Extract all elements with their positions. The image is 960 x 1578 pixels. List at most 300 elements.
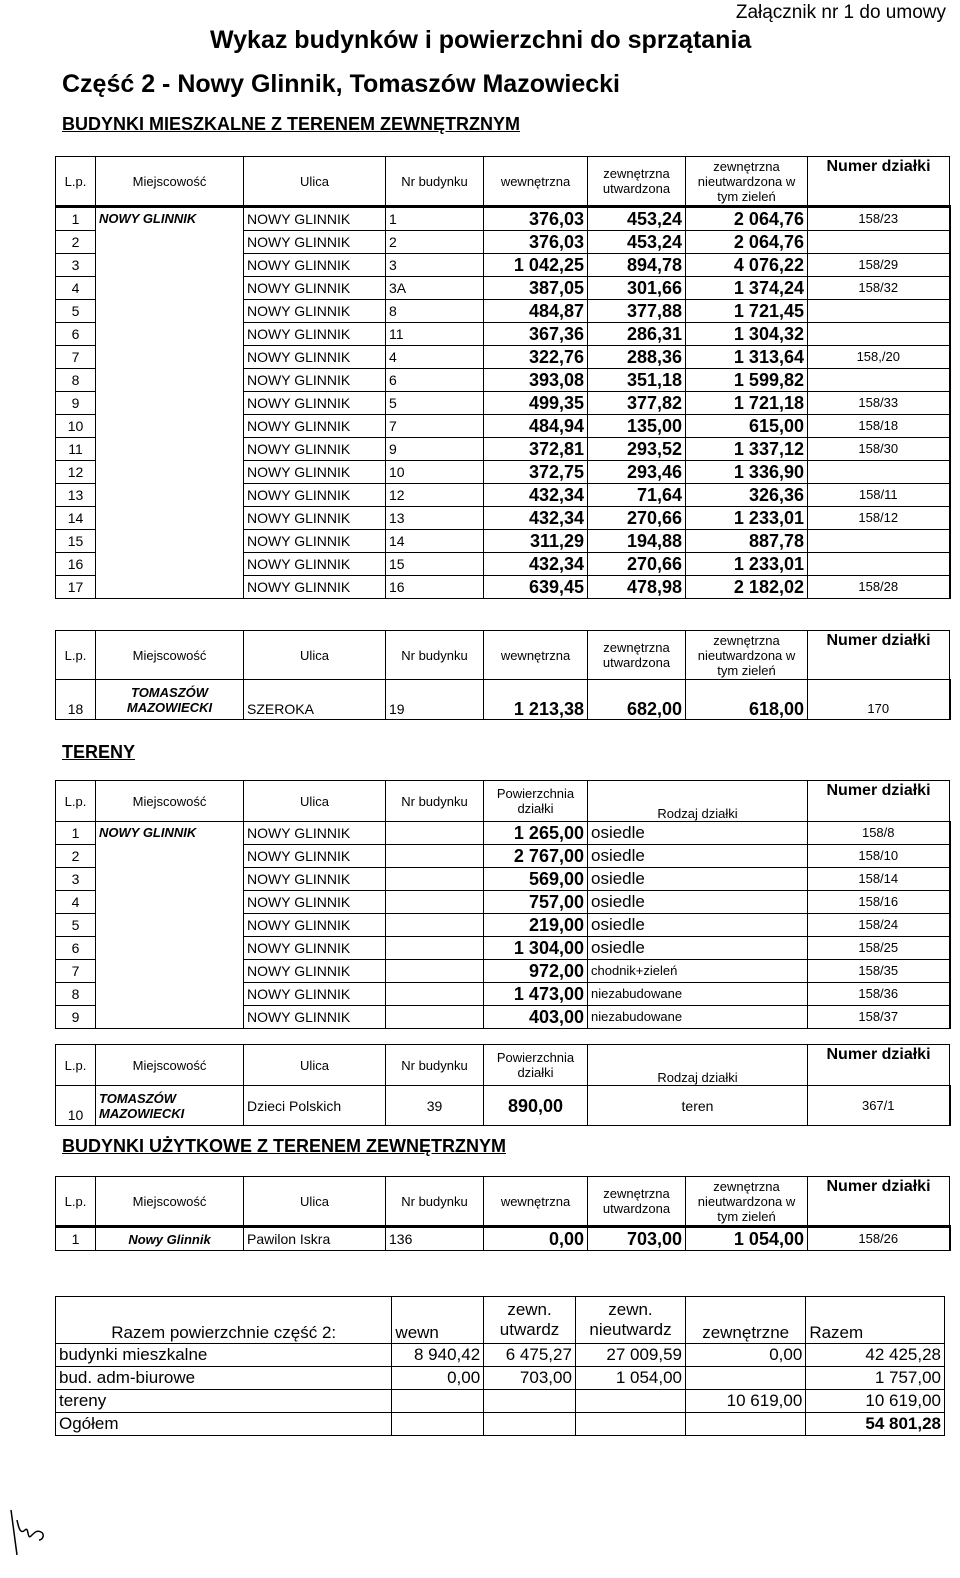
summary-header-zew: zewnętrzne (686, 1297, 806, 1344)
cell-nr (386, 868, 484, 891)
cell-miejscowosc (96, 507, 244, 530)
header-miejscowosc: Miejscowość (96, 1045, 244, 1086)
header-zewn-utwardzona: zewnętrzna utwardzona (588, 157, 686, 207)
cell-zewn-nieutw: 1 233,01 (686, 553, 808, 576)
summary-header-razem: Razem (806, 1297, 945, 1344)
cell-ulica: NOWY GLINNIK (244, 1006, 386, 1029)
cell-dzialka: 158/29 (808, 254, 950, 277)
cell-wewnetrzna: 372,75 (484, 461, 588, 484)
summary-label: budynki mieszkalne (56, 1344, 392, 1367)
cell-dzialka: 158/11 (808, 484, 950, 507)
cell-dzialka (808, 553, 950, 576)
header-zewn-utwardzona: zewnętrzna utwardzona (588, 1177, 686, 1227)
commercial-table (55, 1176, 951, 1251)
cell-nr: 8 (386, 300, 484, 323)
cell-pow-dzialki: 1 473,00 (484, 983, 588, 1006)
cell-miejscowosc (96, 1086, 244, 1126)
cell-zewn-nieutw: 1 374,24 (686, 277, 808, 300)
cell-lp: 8 (56, 369, 96, 392)
cell-miejscowosc (96, 392, 244, 415)
summary-header-zn: zewn. nieutwardz (575, 1297, 685, 1344)
cell-ulica: NOWY GLINNIK (244, 530, 386, 553)
header-nr-budynku: Nr budynku (386, 1177, 484, 1227)
table-row (56, 415, 950, 438)
cell-nr (386, 891, 484, 914)
table-row (56, 914, 950, 937)
cell-zewn-utw: 293,46 (588, 461, 686, 484)
summary-row (56, 1344, 945, 1367)
summary-row (56, 1413, 945, 1436)
cell-lp: 3 (56, 868, 96, 891)
cell-nr (386, 983, 484, 1006)
cell-ulica: NOWY GLINNIK (244, 845, 386, 868)
header-ulica: Ulica (244, 157, 386, 207)
cell-nr: 3 (386, 254, 484, 277)
cell-miejscowosc (96, 1006, 244, 1029)
cell-dzialka: 158/30 (808, 438, 950, 461)
cell-lp: 10 (56, 415, 96, 438)
cell-ulica: NOWY GLINNIK (244, 461, 386, 484)
cell-lp: 10 (56, 1086, 96, 1126)
cell-ulica: NOWY GLINNIK (244, 415, 386, 438)
land-table (55, 780, 951, 1029)
table-row (56, 369, 950, 392)
summary-razem: 54 801,28 (806, 1413, 945, 1436)
header-nr-budynku: Nr budynku (386, 781, 484, 822)
cell-ulica: Pawilon Iskra (244, 1227, 386, 1251)
header-zewn-nieutwardzona: zewnętrzna nieutwardzona w tym zieleń (686, 157, 808, 207)
table-row (56, 346, 950, 369)
header-numer-dzialki: Numer działki (808, 157, 950, 207)
cell-nr (386, 914, 484, 937)
location-line-2: MAZOWIECKI (126, 699, 213, 715)
cell-lp: 3 (56, 254, 96, 277)
cell-ulica: NOWY GLINNIK (244, 868, 386, 891)
summary-table (55, 1296, 945, 1436)
header-lp: L.p. (56, 631, 96, 680)
cell-nr: 14 (386, 530, 484, 553)
cell-miejscowosc (96, 438, 244, 461)
cell-zewn-nieutw: 4 076,22 (686, 254, 808, 277)
residential-table-tomaszow (55, 630, 951, 720)
cell-wewnetrzna: 639,45 (484, 576, 588, 599)
cell-dzialka: 170 (808, 680, 950, 720)
cell-ulica: NOWY GLINNIK (244, 323, 386, 346)
cell-zewn-nieutw: 615,00 (686, 415, 808, 438)
cell-pow-dzialki: 757,00 (484, 891, 588, 914)
cell-zewn-utw: 288,36 (588, 346, 686, 369)
cell-dzialka: 158/18 (808, 415, 950, 438)
cell-dzialka: 158/26 (808, 1227, 950, 1251)
cell-zewn-nieutw: 2 064,76 (686, 207, 808, 231)
cell-wewnetrzna: 1 213,38 (484, 680, 588, 720)
cell-lp: 5 (56, 914, 96, 937)
cell-wewnetrzna: 432,34 (484, 484, 588, 507)
cell-zewn-utw: 377,82 (588, 392, 686, 415)
cell-dzialka: 158/25 (808, 937, 950, 960)
header-pow-dzialki: Powierzchnia działki (484, 1045, 588, 1086)
cell-lp: 4 (56, 277, 96, 300)
cell-ulica: NOWY GLINNIK (244, 576, 386, 599)
cell-nr: 3A (386, 277, 484, 300)
cell-zewn-nieutw: 1 336,90 (686, 461, 808, 484)
table-row (56, 530, 950, 553)
page-title: Wykaz budynków i powierzchni do sprzątania (210, 26, 752, 54)
cell-rodzaj: chodnik+zieleń (588, 960, 808, 983)
summary-zew: 10 619,00 (686, 1390, 806, 1413)
cell-miejscowosc (96, 553, 244, 576)
cell-wewnetrzna: 484,87 (484, 300, 588, 323)
cell-lp: 13 (56, 484, 96, 507)
cell-nr (386, 960, 484, 983)
cell-miejscowosc (96, 868, 244, 891)
cell-wewnetrzna: 432,34 (484, 553, 588, 576)
cell-wewnetrzna: 322,76 (484, 346, 588, 369)
summary-wewn: 8 940,42 (392, 1344, 484, 1367)
cell-zewn-utw: 135,00 (588, 415, 686, 438)
header-wewnetrzna: wewnętrzna (484, 1177, 588, 1227)
cell-miejscowosc: Nowy Glinnik (96, 1227, 244, 1251)
cell-ulica: Dzieci Polskich (244, 1086, 386, 1126)
cell-ulica: NOWY GLINNIK (244, 891, 386, 914)
cell-zewn-utw: 351,18 (588, 369, 686, 392)
section-residential: BUDYNKI MIESZKALNE Z TERENEM ZEWNĘTRZNYM (62, 114, 520, 134)
summary-zn: 1 054,00 (575, 1367, 685, 1390)
table-row (56, 960, 950, 983)
table-row (56, 484, 950, 507)
summary-zew: 0,00 (686, 1344, 806, 1367)
cell-zewn-utw: 194,88 (588, 530, 686, 553)
table-row (56, 438, 950, 461)
cell-zewn-nieutw: 2 064,76 (686, 231, 808, 254)
summary-zew (686, 1413, 806, 1436)
cell-wewnetrzna: 393,08 (484, 369, 588, 392)
summary-header-zu: zewn. utwardz (484, 1297, 576, 1344)
cell-miejscowosc (96, 914, 244, 937)
cell-ulica: NOWY GLINNIK (244, 484, 386, 507)
cell-lp: 11 (56, 438, 96, 461)
cell-rodzaj: osiedle (588, 914, 808, 937)
header-lp: L.p. (56, 781, 96, 822)
cell-pow-dzialki: 890,00 (484, 1086, 588, 1126)
summary-wewn (392, 1413, 484, 1436)
cell-miejscowosc (96, 300, 244, 323)
attachment-note: Załącznik nr 1 do umowy (735, 2, 946, 23)
cell-zewn-utw: 377,88 (588, 300, 686, 323)
cell-wewnetrzna: 0,00 (484, 1227, 588, 1251)
table-row (56, 576, 950, 599)
cell-lp: 17 (56, 576, 96, 599)
cell-zewn-utw: 894,78 (588, 254, 686, 277)
cell-wewnetrzna: 1 042,25 (484, 254, 588, 277)
section-commercial: BUDYNKI UŻYTKOWE Z TERENEM ZEWNĘTRZNYM (62, 1136, 506, 1156)
cell-zewn-nieutw: 887,78 (686, 530, 808, 553)
table-row (56, 300, 950, 323)
table-row (56, 845, 950, 868)
cell-dzialka (808, 300, 950, 323)
cell-nr: 10 (386, 461, 484, 484)
cell-wewnetrzna: 499,35 (484, 392, 588, 415)
cell-ulica: NOWY GLINNIK (244, 346, 386, 369)
cell-dzialka: 158,/20 (808, 346, 950, 369)
cell-pow-dzialki: 569,00 (484, 868, 588, 891)
cell-miejscowosc (96, 845, 244, 868)
header-rodzaj: Rodzaj działki (588, 781, 808, 822)
header-miejscowosc: Miejscowość (96, 157, 244, 207)
cell-zewn-nieutw: 1 721,45 (686, 300, 808, 323)
cell-pow-dzialki: 1 304,00 (484, 937, 588, 960)
cell-lp: 1 (56, 207, 96, 231)
location-line-1: TOMASZÓW (99, 1090, 177, 1106)
cell-wewnetrzna: 484,94 (484, 415, 588, 438)
land-table-tomaszow (55, 1044, 951, 1126)
cell-lp: 7 (56, 960, 96, 983)
cell-lp: 9 (56, 392, 96, 415)
header-lp: L.p. (56, 157, 96, 207)
cell-nr: 136 (386, 1227, 484, 1251)
cell-miejscowosc (96, 530, 244, 553)
cell-ulica: NOWY GLINNIK (244, 392, 386, 415)
table-row (56, 507, 950, 530)
table-row (56, 553, 950, 576)
cell-lp: 9 (56, 1006, 96, 1029)
table-row (56, 254, 950, 277)
cell-nr: 19 (386, 680, 484, 720)
summary-zu: 6 475,27 (484, 1344, 576, 1367)
cell-ulica: NOWY GLINNIK (244, 983, 386, 1006)
cell-nr: 5 (386, 392, 484, 415)
cell-zewn-utw: 478,98 (588, 576, 686, 599)
cell-nr: 4 (386, 346, 484, 369)
summary-zew (686, 1367, 806, 1390)
table-row (56, 868, 950, 891)
header-miejscowosc: Miejscowość (96, 1177, 244, 1227)
cell-nr (386, 845, 484, 868)
cell-ulica: SZEROKA (244, 680, 386, 720)
summary-wewn (392, 1390, 484, 1413)
summary-zu: 703,00 (484, 1367, 576, 1390)
summary-header-label: Razem powierzchnie część 2: (56, 1297, 392, 1344)
summary-wewn: 0,00 (392, 1367, 484, 1390)
cell-zewn-utw: 293,52 (588, 438, 686, 461)
header-ulica: Ulica (244, 1045, 386, 1086)
cell-ulica: NOWY GLINNIK (244, 507, 386, 530)
table-row (56, 231, 950, 254)
summary-zn (575, 1390, 685, 1413)
cell-dzialka: 158/24 (808, 914, 950, 937)
cell-zewn-utw: 286,31 (588, 323, 686, 346)
cell-miejscowosc (96, 484, 244, 507)
summary-row (56, 1367, 945, 1390)
cell-zewn-utw: 453,24 (588, 207, 686, 231)
cell-miejscowosc: NOWY GLINNIK (96, 207, 244, 231)
cell-wewnetrzna: 372,81 (484, 438, 588, 461)
header-miejscowosc: Miejscowość (96, 781, 244, 822)
header-numer-dzialki: Numer działki (808, 631, 950, 680)
summary-header-wewn: wewn (392, 1297, 484, 1344)
cell-nr: 16 (386, 576, 484, 599)
cell-dzialka: 158/37 (808, 1006, 950, 1029)
header-zewn-nieutwardzona: zewnętrzna nieutwardzona w tym zieleń (686, 631, 808, 680)
cell-lp: 2 (56, 231, 96, 254)
cell-rodzaj: niezabudowane (588, 1006, 808, 1029)
cell-dzialka: 158/32 (808, 277, 950, 300)
cell-nr (386, 822, 484, 845)
cell-miejscowosc (96, 277, 244, 300)
cell-dzialka: 158/8 (808, 822, 950, 845)
cell-wewnetrzna: 376,03 (484, 231, 588, 254)
location-line-1: TOMASZÓW (130, 684, 209, 700)
cell-nr: 13 (386, 507, 484, 530)
cell-ulica: NOWY GLINNIK (244, 231, 386, 254)
cell-lp: 2 (56, 845, 96, 868)
header-nr-budynku: Nr budynku (386, 631, 484, 680)
cell-dzialka: 367/1 (808, 1086, 950, 1126)
table-row (56, 983, 950, 1006)
table-row (56, 822, 950, 845)
cell-nr: 15 (386, 553, 484, 576)
cell-zewn-nieutw: 1 233,01 (686, 507, 808, 530)
cell-pow-dzialki: 2 767,00 (484, 845, 588, 868)
cell-miejscowosc (96, 960, 244, 983)
cell-lp: 7 (56, 346, 96, 369)
header-wewnetrzna: wewnętrzna (484, 631, 588, 680)
cell-lp: 6 (56, 323, 96, 346)
cell-dzialka (808, 323, 950, 346)
cell-dzialka: 158/10 (808, 845, 950, 868)
cell-dzialka: 158/14 (808, 868, 950, 891)
cell-nr: 1 (386, 207, 484, 231)
cell-lp: 6 (56, 937, 96, 960)
cell-ulica: NOWY GLINNIK (244, 254, 386, 277)
cell-miejscowosc (96, 891, 244, 914)
cell-wewnetrzna: 367,36 (484, 323, 588, 346)
header-lp: L.p. (56, 1177, 96, 1227)
cell-zewn-nieutw: 1 721,18 (686, 392, 808, 415)
cell-nr: 9 (386, 438, 484, 461)
cell-dzialka: 158/12 (808, 507, 950, 530)
summary-zu (484, 1413, 576, 1436)
cell-miejscowosc (96, 461, 244, 484)
cell-ulica: NOWY GLINNIK (244, 277, 386, 300)
summary-label: Ogółem (56, 1413, 392, 1436)
cell-rodzaj: osiedle (588, 868, 808, 891)
cell-nr: 7 (386, 415, 484, 438)
cell-miejscowosc (96, 254, 244, 277)
cell-lp: 1 (56, 822, 96, 845)
residential-table (55, 156, 951, 599)
signature-mark (5, 1500, 55, 1560)
cell-dzialka: 158/16 (808, 891, 950, 914)
cell-pow-dzialki: 219,00 (484, 914, 588, 937)
header-miejscowosc: Miejscowość (96, 631, 244, 680)
cell-lp: 15 (56, 530, 96, 553)
cell-zewn-nieutw: 618,00 (686, 680, 808, 720)
cell-ulica: NOWY GLINNIK (244, 937, 386, 960)
header-numer-dzialki: Numer działki (808, 1045, 950, 1086)
cell-wewnetrzna: 387,05 (484, 277, 588, 300)
cell-miejscowosc (96, 983, 244, 1006)
header-ulica: Ulica (244, 781, 386, 822)
cell-nr (386, 937, 484, 960)
table-row (56, 207, 950, 231)
cell-zewn-utw: 270,66 (588, 553, 686, 576)
cell-rodzaj: osiedle (588, 822, 808, 845)
cell-pow-dzialki: 403,00 (484, 1006, 588, 1029)
header-zewn-nieutwardzona: zewnętrzna nieutwardzona w tym zieleń (686, 1177, 808, 1227)
cell-miejscowosc (96, 346, 244, 369)
cell-wewnetrzna: 311,29 (484, 530, 588, 553)
header-nr-budynku: Nr budynku (386, 157, 484, 207)
cell-miejscowosc (96, 231, 244, 254)
cell-lp: 14 (56, 507, 96, 530)
cell-zewn-nieutw: 2 182,02 (686, 576, 808, 599)
cell-lp: 1 (56, 1227, 96, 1251)
summary-label: bud. adm-biurowe (56, 1367, 392, 1390)
cell-lp: 4 (56, 891, 96, 914)
header-numer-dzialki: Numer działki (808, 781, 950, 822)
cell-dzialka: 158/33 (808, 392, 950, 415)
cell-dzialka (808, 461, 950, 484)
cell-nr: 39 (386, 1086, 484, 1126)
cell-nr: 11 (386, 323, 484, 346)
header-numer-dzialki: Numer działki (808, 1177, 950, 1227)
cell-nr (386, 1006, 484, 1029)
header-zewn-utwardzona: zewnętrzna utwardzona (588, 631, 686, 680)
cell-zewn-nieutw: 1 337,12 (686, 438, 808, 461)
cell-miejscowosc: NOWY GLINNIK (96, 822, 244, 845)
header-lp: L.p. (56, 1045, 96, 1086)
cell-lp: 8 (56, 983, 96, 1006)
cell-nr: 12 (386, 484, 484, 507)
cell-dzialka: 158/28 (808, 576, 950, 599)
cell-zewn-utw: 270,66 (588, 507, 686, 530)
cell-nr: 6 (386, 369, 484, 392)
cell-miejscowosc (96, 937, 244, 960)
summary-header-row (56, 1297, 945, 1344)
table-row (56, 680, 950, 720)
summary-razem: 10 619,00 (806, 1390, 945, 1413)
cell-zewn-nieutw: 1 599,82 (686, 369, 808, 392)
cell-dzialka (808, 369, 950, 392)
header-ulica: Ulica (244, 631, 386, 680)
cell-pow-dzialki: 1 265,00 (484, 822, 588, 845)
cell-rodzaj: osiedle (588, 845, 808, 868)
cell-lp: 12 (56, 461, 96, 484)
summary-row (56, 1390, 945, 1413)
cell-lp: 18 (56, 680, 96, 720)
cell-zewn-nieutw: 326,36 (686, 484, 808, 507)
cell-ulica: NOWY GLINNIK (244, 207, 386, 231)
cell-wewnetrzna: 376,03 (484, 207, 588, 231)
cell-lp: 5 (56, 300, 96, 323)
cell-ulica: NOWY GLINNIK (244, 553, 386, 576)
table-row (56, 1006, 950, 1029)
cell-miejscowosc (96, 576, 244, 599)
summary-label: tereny (56, 1390, 392, 1413)
cell-dzialka (808, 231, 950, 254)
cell-miejscowosc (96, 323, 244, 346)
table-row (56, 1086, 950, 1126)
cell-wewnetrzna: 432,34 (484, 507, 588, 530)
table-row (56, 392, 950, 415)
cell-ulica: NOWY GLINNIK (244, 438, 386, 461)
cell-zewn-utw: 682,00 (588, 680, 686, 720)
table-row (56, 461, 950, 484)
cell-lp: 16 (56, 553, 96, 576)
cell-ulica: NOWY GLINNIK (244, 369, 386, 392)
cell-ulica: NOWY GLINNIK (244, 960, 386, 983)
